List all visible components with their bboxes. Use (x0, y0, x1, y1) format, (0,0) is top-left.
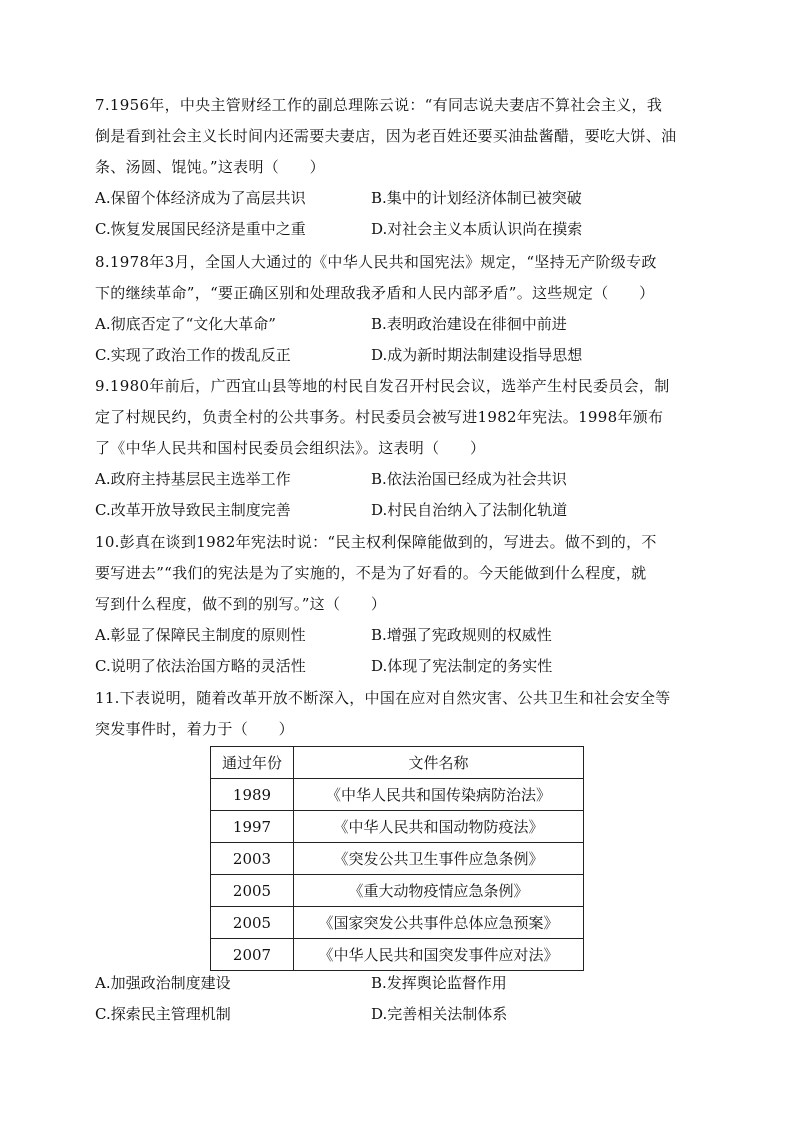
option-d: D.村民自治纳入了法制化轨道 (371, 501, 568, 519)
option-c: C.实现了政治工作的拨乱反正 (95, 346, 291, 364)
year-cell: 2005 (211, 907, 294, 939)
year-cell: 2005 (211, 875, 294, 907)
option-b: B.发挥舆论监督作用 (371, 974, 507, 992)
question-stem-line: 定了村规民约，负责全村的公共事务。村民委员会被写进1982年宪法。1998年颁布 (95, 408, 664, 426)
question-11-options (95, 968, 705, 1030)
question-10 (95, 527, 705, 682)
document-cell: 《中华人民共和国动物防疫法》 (294, 811, 584, 843)
question-stem-line: 倒是看到社会主义长时间内还需要夫妻店，因为老百姓还要买油盐酱醋，要吃大饼、油 (95, 127, 677, 145)
option-d: D.体现了宪法制定的务实性 (371, 657, 553, 675)
question-stem-line: 7.1956年，中央主管财经工作的副总理陈云说：“有同志说夫妻店不算社会主义，我 (95, 96, 663, 114)
option-d: D.成为新时期法制建设指导思想 (371, 346, 583, 364)
option-b: B.增强了宪政规则的权威性 (371, 626, 552, 644)
year-cell: 2007 (211, 939, 294, 971)
option-a: A.保留个体经济成为了高层共识 (95, 189, 306, 207)
document-cell: 《中华人民共和国传染病防治法》 (294, 779, 584, 811)
table-row (211, 779, 584, 811)
table-row (211, 907, 584, 939)
table-row (211, 875, 584, 907)
table-row (211, 811, 584, 843)
question-stem-line: 了《中华人民共和国村民委员会组织法》。这表明（ ） (95, 439, 486, 457)
documents-table (210, 746, 584, 971)
table-row (211, 939, 584, 971)
question-stem-line: 8.1978年3月，全国人大通过的《中华人民共和国宪法》规定，“坚持无产阶级专政 (95, 253, 657, 271)
question-7 (95, 90, 705, 245)
option-a: A.政府主持基层民主选举工作 (95, 470, 291, 488)
table-row (211, 843, 584, 875)
column-header-document: 文件名称 (294, 747, 584, 779)
option-a: A.加强政治制度建设 (95, 974, 231, 992)
option-d: D.对社会主义本质认识尚在摸索 (371, 220, 583, 238)
year-cell: 2003 (211, 843, 294, 875)
document-cell: 《重大动物疫情应急条例》 (294, 875, 584, 907)
option-d: D.完善相关法制体系 (371, 1005, 508, 1023)
document-cell: 《中华人民共和国突发事件应对法》 (294, 939, 584, 971)
option-b: B.集中的计划经济体制已被突破 (371, 189, 582, 207)
question-stem-line: 10.彭真在谈到1982年宪法时说：“民主权利保障能做到的，写进去。做不到的，不 (95, 533, 657, 551)
option-b: B.依法治国已经成为社会共识 (371, 470, 567, 488)
question-9 (95, 371, 705, 526)
table-header-row (211, 747, 584, 779)
question-stem-line: 下的继续革命”，“要正确区别和处理敌我矛盾和人民内部矛盾”。这些规定（ ） (95, 284, 655, 302)
column-header-year: 通过年份 (211, 747, 294, 779)
option-a: A.彰显了保障民主制度的原则性 (95, 626, 306, 644)
document-cell: 《国家突发公共事件总体应急预案》 (294, 907, 584, 939)
document-cell: 《突发公共卫生事件应急条例》 (294, 843, 584, 875)
option-b: B.表明政治建设在徘徊中前进 (371, 315, 567, 333)
question-stem-line: 写到什么程度，做不到的别写。”这（ ） (95, 595, 387, 613)
option-a: A.彻底否定了“文化大革命” (95, 315, 276, 333)
year-cell: 1989 (211, 779, 294, 811)
option-c: C.恢复发展国民经济是重中之重 (95, 220, 306, 238)
year-cell: 1997 (211, 811, 294, 843)
question-stem-line: 突发事件时，着力于（ ） (95, 720, 294, 738)
option-c: C.说明了依法治国方略的灵活性 (95, 657, 306, 675)
question-stem-line: 9.1980年前后，广西宜山县等地的村民自发召开村民会议，选举产生村民委员会，制 (95, 377, 670, 395)
question-8 (95, 247, 705, 371)
question-stem-line: 条、汤圆、馄饨。”这表明（ ） (95, 158, 325, 176)
question-stem-line: 11.下表说明，随着改革开放不断深入，中国在应对自然灾害、公共卫生和社会安全等 (95, 689, 671, 707)
question-stem-line: 要写进去”“我们的宪法是为了实施的，不是为了好看的。今天能做到什么程度，就 (95, 564, 647, 582)
option-c: C.改革开放导致民主制度完善 (95, 501, 291, 519)
question-11 (95, 683, 705, 745)
option-c: C.探索民主管理机制 (95, 1005, 231, 1023)
